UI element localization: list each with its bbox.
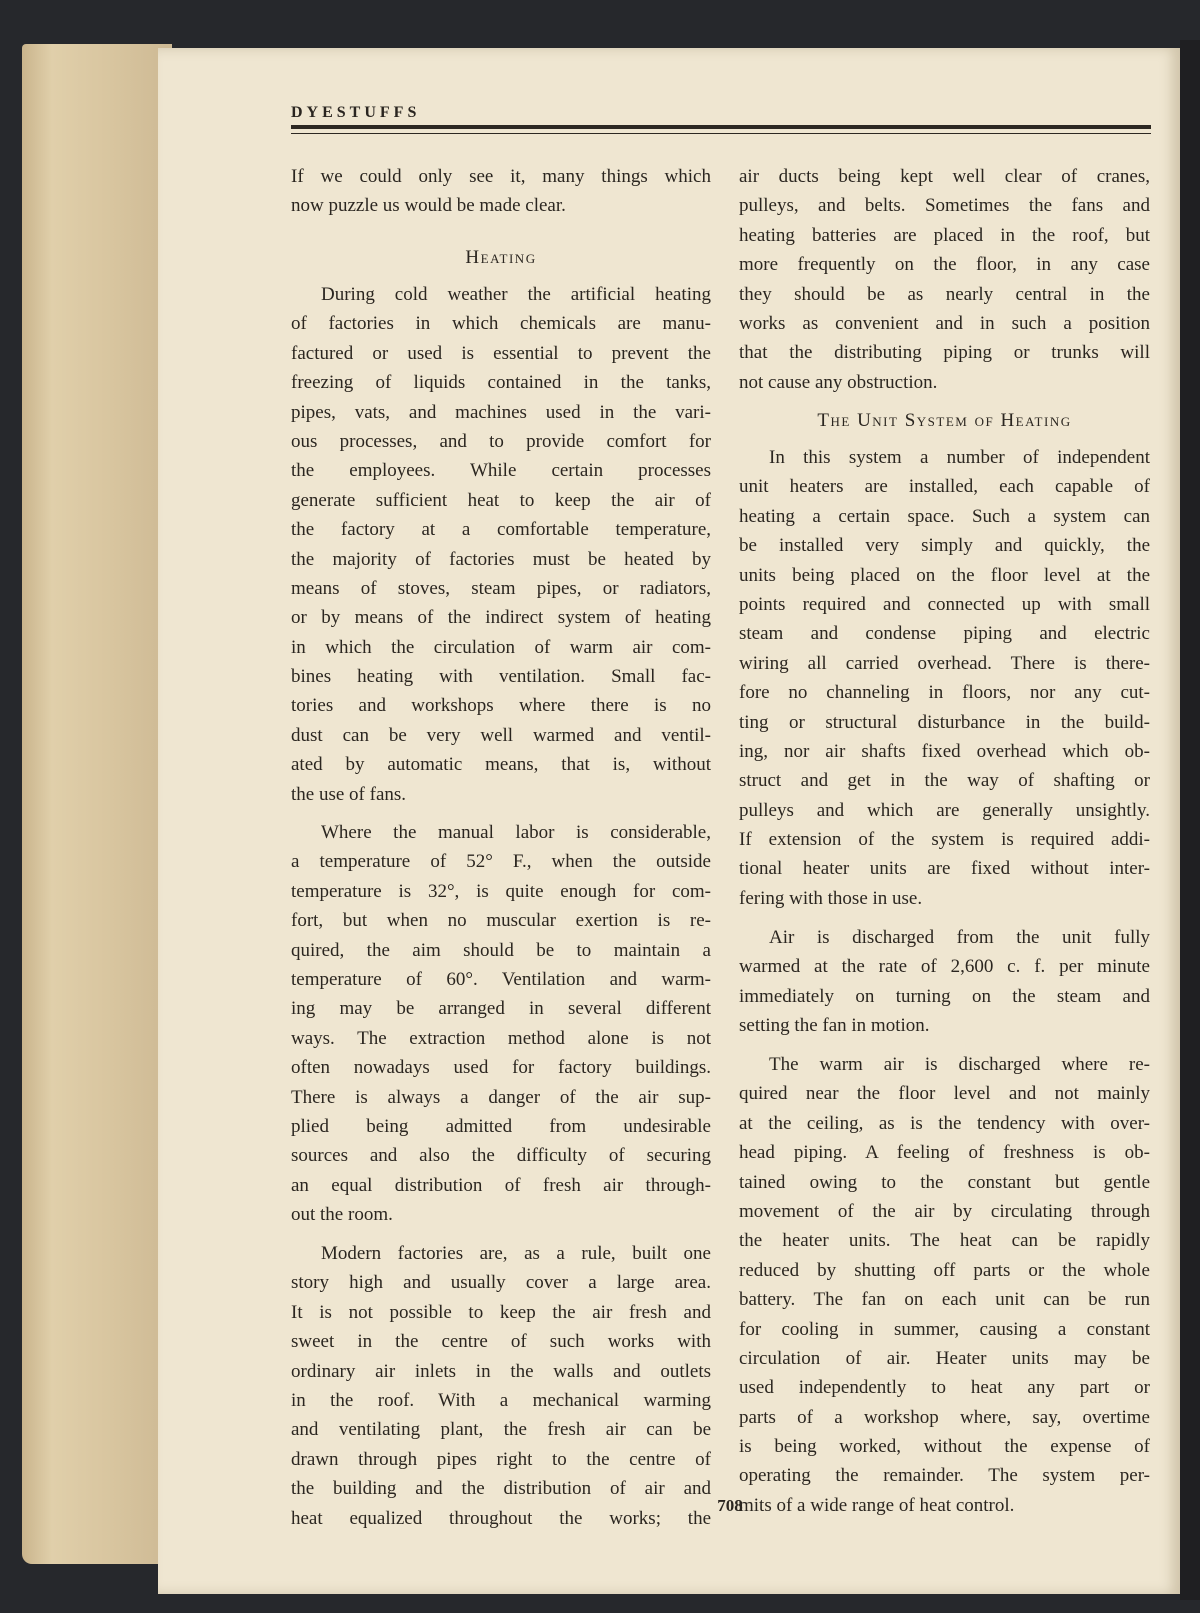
text-line: unit heaters are installed, each capable of bbox=[739, 476, 1150, 498]
text-line: fort, but when no muscular exertion is re- bbox=[291, 910, 711, 932]
text-line: of factories in which chemicals are manu- bbox=[291, 313, 711, 335]
text-line: a temperature of 52° F., when the outside bbox=[291, 851, 711, 873]
text-line: parts of a workshop where, say, overtime bbox=[739, 1406, 1150, 1428]
text-line: ated by automatic means, that is, without bbox=[291, 754, 711, 776]
text-line: pulleys, and belts. Sometimes the fans and bbox=[739, 195, 1150, 217]
text-line: the heater units. The heat can be rapidly bbox=[739, 1230, 1150, 1252]
text-line: tained owing to the constant but gentle bbox=[739, 1171, 1150, 1193]
paragraph bbox=[739, 1050, 1150, 1520]
text-line: If we could only see it, many things which bbox=[291, 166, 711, 187]
text-line: is being worked, without the expense of bbox=[739, 1436, 1150, 1458]
text-line: Air is discharged from the unit fully bbox=[769, 927, 1150, 948]
text-line: freezing of liquids contained in the tanks, bbox=[291, 372, 711, 394]
text-line: and ventilating plant, the fresh air can be bbox=[291, 1419, 711, 1441]
text-line: quired near the floor level and not mainly bbox=[739, 1083, 1150, 1105]
text-line: tories and workshops where there is no bbox=[291, 695, 711, 717]
text-line: the use of fans. bbox=[291, 783, 407, 805]
text-line: ting or structural disturbance in the build- bbox=[739, 711, 1150, 733]
text-line: During cold weather the artificial heating bbox=[321, 284, 711, 305]
text-line: ordinary air inlets in the walls and outlets bbox=[291, 1360, 711, 1382]
text-line: tional heater units are fixed without inter- bbox=[739, 858, 1150, 880]
text-line: ing, nor air shafts fixed overhead which ob- bbox=[739, 740, 1150, 762]
text-line: ing may be arranged in several different bbox=[291, 998, 711, 1020]
text-line: immediately on turning on the steam and bbox=[739, 985, 1150, 1007]
text-line: quired, the aim should be to maintain a bbox=[291, 939, 711, 961]
header-rule-thin bbox=[291, 133, 1151, 134]
header-rule-thick bbox=[291, 125, 1151, 129]
text-line: warmed at the rate of 2,600 c. f. per minute bbox=[739, 956, 1150, 978]
text-line: fering with those in use. bbox=[739, 887, 923, 909]
text-line: factured or used is essential to prevent the bbox=[291, 342, 711, 364]
text-line: ous processes, and to provide comfort for bbox=[291, 430, 711, 452]
text-line: be installed very simply and quickly, the bbox=[739, 535, 1150, 557]
text-line: or by means of the indirect system of heating bbox=[291, 607, 711, 629]
text-line: in the roof. With a mechanical warming bbox=[291, 1389, 711, 1411]
text-line: units being placed on the floor level at the bbox=[739, 564, 1150, 586]
text-line: temperature is 32°, is quite enough for com- bbox=[291, 880, 711, 902]
paragraph bbox=[739, 923, 1150, 1041]
text-line: circulation of air. Heater units may be bbox=[739, 1347, 1150, 1369]
text-line: in which the circulation of warm air com- bbox=[291, 636, 711, 658]
paragraph bbox=[291, 818, 711, 1229]
text-line: at the ceiling, as is the tendency with over- bbox=[739, 1112, 1150, 1134]
text-line: Where the manual labor is considerable, bbox=[321, 822, 711, 843]
text-line: means of stoves, steam pipes, or radiators, bbox=[291, 577, 711, 599]
paragraph bbox=[291, 280, 711, 809]
book-page-edges bbox=[22, 44, 172, 1564]
text-line: out the room. bbox=[291, 1204, 393, 1226]
text-line: pulleys and which are generally unsightly. bbox=[739, 799, 1150, 821]
text-line: battery. The fan on each unit can be run bbox=[739, 1289, 1150, 1311]
text-line: points required and connected up with small bbox=[739, 593, 1150, 615]
text-line: movement of the air by circulating through bbox=[739, 1200, 1150, 1222]
text-line: There is always a danger of the air sup- bbox=[291, 1086, 711, 1108]
running-head: DYESTUFFS bbox=[291, 104, 421, 121]
text-line: heat equalized throughout the works; the bbox=[291, 1507, 711, 1529]
page-number: 708 bbox=[717, 1496, 743, 1515]
text-line: reduced by shutting off parts or the whole bbox=[739, 1259, 1150, 1281]
text-line: more frequently on the floor, in any case bbox=[739, 254, 1150, 276]
text-line: struct and get in the way of shafting or bbox=[739, 770, 1150, 792]
text-line: dust can be very well warmed and ventil- bbox=[291, 724, 711, 746]
text-line: used independently to heat any part or bbox=[739, 1377, 1150, 1399]
text-line: plied being admitted from undesirable bbox=[291, 1115, 711, 1137]
text-line: generate sufficient heat to keep the air of bbox=[291, 489, 711, 511]
text-line: bines heating with ventilation. Small fac- bbox=[291, 666, 711, 688]
section-heading-heating: Heating bbox=[465, 247, 537, 268]
text-line: operating the remainder. The system per- bbox=[739, 1465, 1150, 1487]
text-line: ways. The extraction method alone is not bbox=[291, 1027, 711, 1049]
text-line: the factory at a comfortable temperature, bbox=[291, 519, 711, 541]
text-line: setting the fan in motion. bbox=[739, 1015, 930, 1037]
text-line: the employees. While certain processes bbox=[291, 460, 711, 482]
paragraph bbox=[291, 162, 711, 221]
text-line: mits of a wide range of heat control. bbox=[739, 1494, 1015, 1516]
text-line: an equal distribution of fresh air through- bbox=[291, 1174, 711, 1196]
text-line: If extension of the system is required addi- bbox=[739, 829, 1150, 851]
text-line: wiring all carried overhead. There is there- bbox=[739, 652, 1150, 674]
section-heading-unit-system: The Unit System of Heating bbox=[817, 410, 1072, 431]
text-line: they should be as nearly central in the bbox=[739, 283, 1150, 305]
text-line: not cause any obstruction. bbox=[739, 371, 938, 393]
text-line: that the distributing piping or trunks will bbox=[739, 342, 1150, 364]
text-line: pipes, vats, and machines used in the vari- bbox=[291, 401, 711, 423]
text-line: drawn through pipes right to the centre of bbox=[291, 1448, 711, 1470]
text-line: steam and condense piping and electric bbox=[739, 623, 1150, 645]
text-line: sweet in the centre of such works with bbox=[291, 1331, 711, 1353]
text-line: fore no channeling in floors, nor any cut- bbox=[739, 682, 1150, 704]
text-line: heating batteries are placed in the roof, but bbox=[739, 224, 1150, 246]
text-line: heating a certain space. Such a system can bbox=[739, 505, 1150, 527]
text-line: The warm air is discharged where re- bbox=[769, 1054, 1150, 1075]
paragraph bbox=[291, 1239, 711, 1533]
paragraph bbox=[739, 443, 1150, 913]
text-line: often nowadays used for factory buildings. bbox=[291, 1057, 711, 1079]
text-line: works as convenient and in such a position bbox=[739, 312, 1150, 334]
text-line: for cooling in summer, causing a constant bbox=[739, 1318, 1150, 1340]
text-line: temperature of 60°. Ventilation and warm- bbox=[291, 968, 711, 990]
text-line: sources and also the difficulty of securing bbox=[291, 1145, 711, 1167]
text-line: It is not possible to keep the air fresh and bbox=[291, 1301, 711, 1323]
text-line: the building and the distribution of air and bbox=[291, 1478, 711, 1500]
text-line: In this system a number of independent bbox=[769, 447, 1150, 468]
text-line: head piping. A feeling of freshness is ob- bbox=[739, 1142, 1150, 1164]
text-line: story high and usually cover a large area. bbox=[291, 1272, 711, 1294]
book-spine-edge bbox=[1180, 40, 1200, 1600]
text-line: Modern factories are, as a rule, built one bbox=[321, 1243, 711, 1264]
text-line: air ducts being kept well clear of cranes, bbox=[739, 166, 1150, 187]
text-line: the majority of factories must be heated by bbox=[291, 548, 711, 570]
paragraph bbox=[739, 162, 1150, 397]
text-line: now puzzle us would be made clear. bbox=[291, 195, 566, 217]
